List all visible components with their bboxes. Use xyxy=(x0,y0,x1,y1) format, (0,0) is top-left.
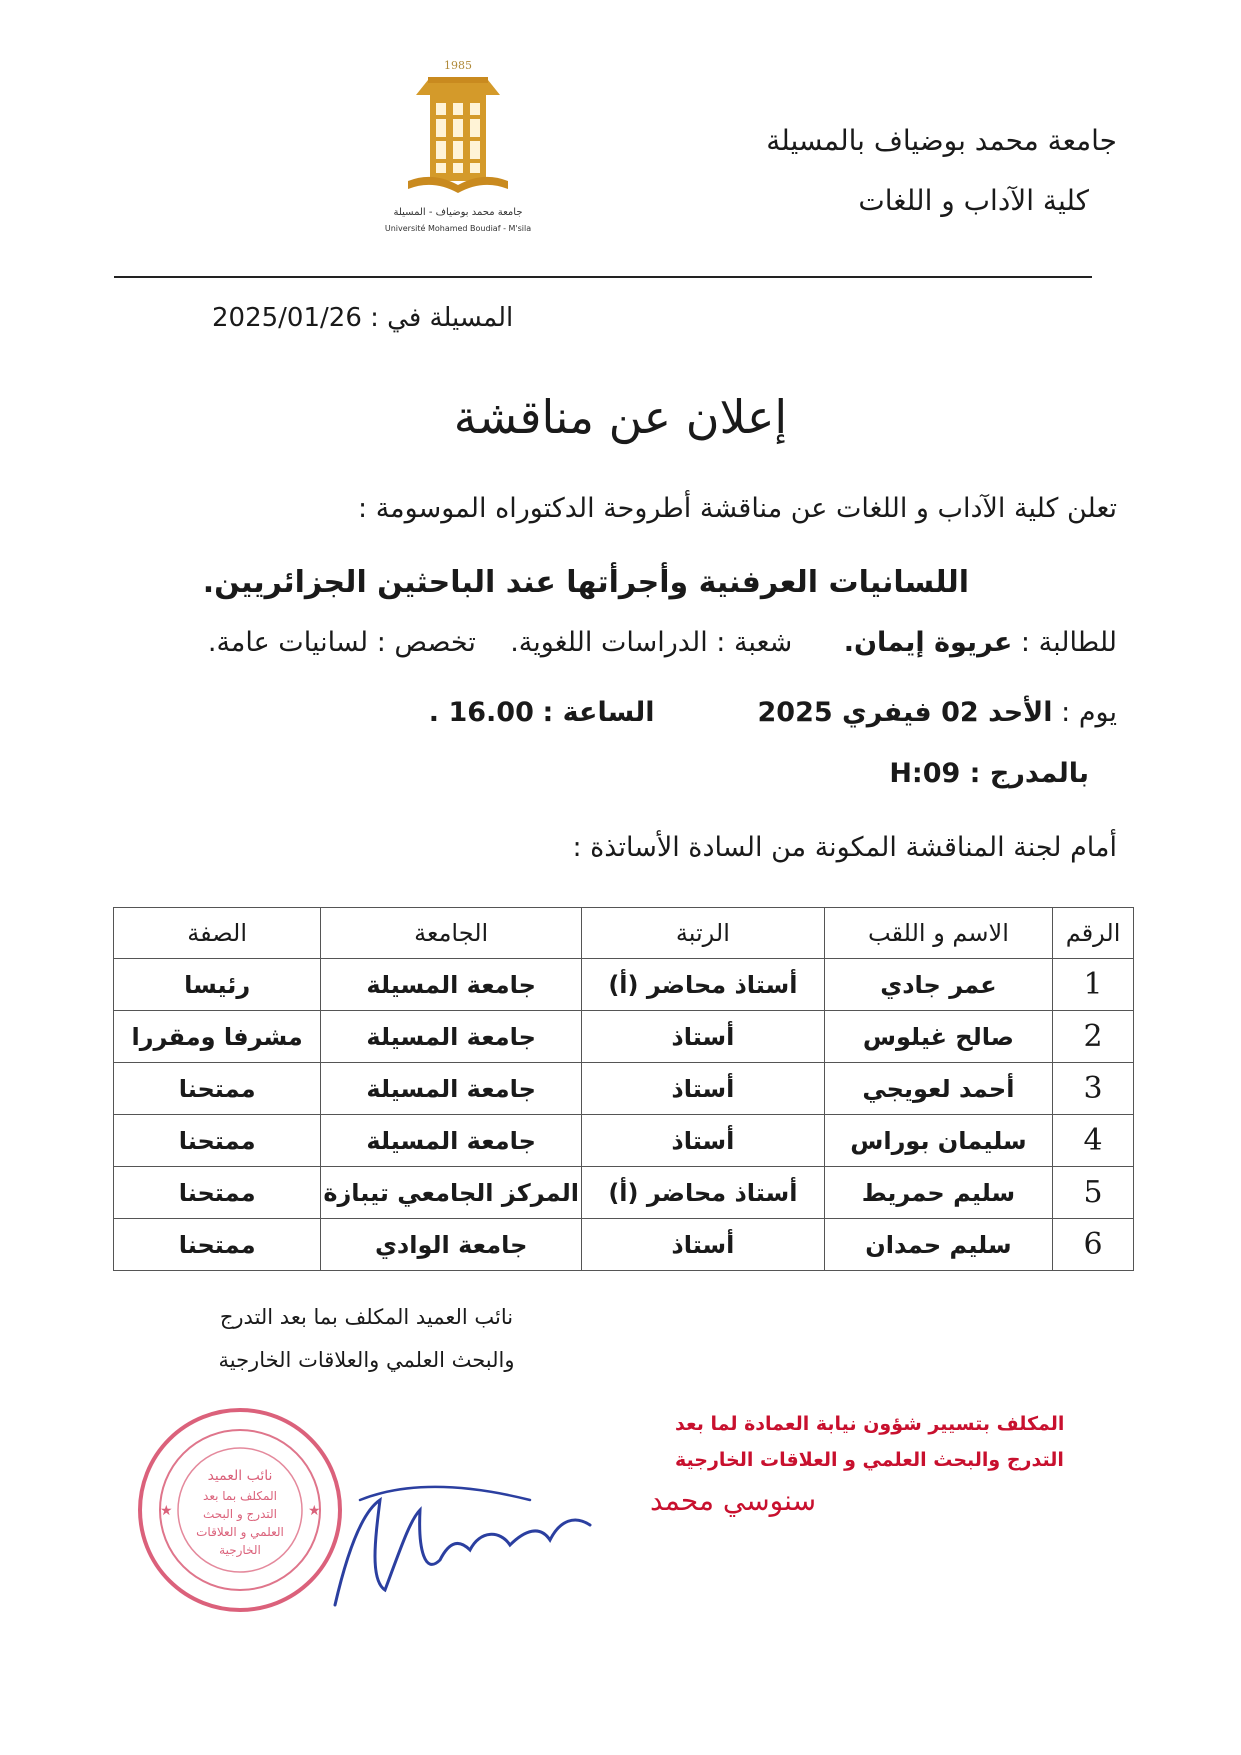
svg-text:نائب العميد: نائب العميد xyxy=(207,1468,273,1484)
cell-university: جامعة المسيلة xyxy=(321,1115,582,1167)
student-info xyxy=(208,627,1117,658)
defense-time: 16.00 . xyxy=(428,697,534,728)
student-name: عريوة إيمان. xyxy=(843,627,1013,658)
rectangular-stamp xyxy=(650,1413,1064,1517)
cell-role: ممتحنا xyxy=(114,1115,321,1167)
table-row xyxy=(114,1011,1134,1063)
announcement-intro: تعلن كلية الآداب و اللغات عن مناقشة أطروحة الدكتوراه الموسومة : xyxy=(358,493,1117,524)
svg-text:★: ★ xyxy=(160,1503,173,1519)
svg-text:المكلف بتسيير شؤون نيابة العما: المكلف بتسيير شؤون نيابة العمادة لما بعد xyxy=(675,1413,1065,1435)
cell-name: سليمان بوراس xyxy=(824,1115,1052,1167)
cell-role: مشرفا ومقررا xyxy=(114,1011,321,1063)
date-line: المسيلة في : 2025/01/26 xyxy=(212,303,514,333)
cell-number: 1 xyxy=(1053,959,1134,1011)
student-label: للطالبة : xyxy=(1020,627,1117,658)
logo-name-fr: Université Mohamed Boudiaf - M'sila xyxy=(384,224,532,233)
defense-venue: بالمدرج : H:09 xyxy=(889,758,1089,789)
cell-number: 6 xyxy=(1053,1219,1134,1271)
cell-role: رئيسا xyxy=(114,959,321,1011)
time-label: الساعة : xyxy=(542,697,655,728)
svg-text:التدرج و البحث: التدرج و البحث xyxy=(202,1507,278,1521)
table-header-row xyxy=(114,908,1134,959)
table-row xyxy=(114,959,1134,1011)
cell-university: جامعة المسيلة xyxy=(321,1063,582,1115)
cell-name: عمر جادي xyxy=(824,959,1052,1011)
thesis-title: اللسانيات العرفنية وأجرأتها عند الباحثين الجزائريين. xyxy=(202,565,969,600)
cell-rank: أستاذ xyxy=(582,1011,825,1063)
cell-name: سليم حمدان xyxy=(824,1219,1052,1271)
svg-text:★: ★ xyxy=(308,1503,321,1519)
university-logo xyxy=(378,55,538,245)
table-row xyxy=(114,1167,1134,1219)
cell-university: جامعة الوادي xyxy=(321,1219,582,1271)
cell-rank: أستاذ xyxy=(582,1219,825,1271)
signatory-title-line1: نائب العميد المكلف بما بعد التدرج xyxy=(219,1305,514,1329)
cell-name: سليم حمريط xyxy=(824,1167,1052,1219)
header-number: الرقم xyxy=(1053,908,1134,959)
svg-text:التدرج والبحث العلمي و العلاقا: التدرج والبحث العلمي و العلاقات الخارجية xyxy=(675,1449,1064,1471)
cell-role: ممتحنا xyxy=(114,1219,321,1271)
cell-rank: أستاذ xyxy=(582,1063,825,1115)
jury-table xyxy=(113,907,1134,1271)
cell-university: المركز الجامعي تيبازة xyxy=(321,1167,582,1219)
cell-number: 2 xyxy=(1053,1011,1134,1063)
header-name: الاسم و اللقب xyxy=(824,908,1052,959)
cell-rank: أستاذ xyxy=(582,1115,825,1167)
faculty-name: كلية الآداب و اللغات xyxy=(858,184,1089,217)
day-label: يوم : xyxy=(1061,697,1117,728)
handwritten-signature xyxy=(335,1487,590,1605)
cell-number: 5 xyxy=(1053,1167,1134,1219)
table-row xyxy=(114,1063,1134,1115)
cell-university: جامعة المسيلة xyxy=(321,1011,582,1063)
table-row xyxy=(114,1115,1134,1167)
cell-number: 4 xyxy=(1053,1115,1134,1167)
header-role: الصفة xyxy=(114,908,321,959)
cell-role: ممتحنا xyxy=(114,1063,321,1115)
cell-name: صالح غيلوس xyxy=(824,1011,1052,1063)
jury-intro: أمام لجنة المناقشة المكونة من السادة الأساتذة : xyxy=(572,832,1117,863)
svg-text:العلمي و العلاقات: العلمي و العلاقات xyxy=(196,1525,284,1539)
cell-rank: أستاذ محاضر (أ) xyxy=(582,1167,825,1219)
student-branch: شعبة : الدراسات اللغوية. xyxy=(510,627,793,658)
signatory-title-line2: والبحث العلمي والعلاقات الخارجية xyxy=(218,1348,515,1372)
defense-day: الأحد 02 فيفري 2025 xyxy=(757,697,1053,728)
cell-number: 3 xyxy=(1053,1063,1134,1115)
svg-text:المكلف بما بعد: المكلف بما بعد xyxy=(203,1489,277,1503)
table-row xyxy=(114,1219,1134,1271)
signature-stamp-area xyxy=(130,1390,1065,1630)
document-title: إعلان عن مناقشة xyxy=(453,390,788,444)
svg-text:الخارجية: الخارجية xyxy=(219,1543,261,1557)
header-divider xyxy=(114,276,1092,278)
defense-schedule xyxy=(429,697,1117,728)
logo-name-ar: جامعة محمد بوضياف - المسيلة xyxy=(393,207,523,218)
logo-year: 1985 xyxy=(444,59,472,72)
cell-rank: أستاذ محاضر (أ) xyxy=(582,959,825,1011)
cell-name: أحمد لعويجي xyxy=(824,1063,1052,1115)
student-specialty: تخصص : لسانيات عامة. xyxy=(207,627,476,658)
round-seal xyxy=(140,1410,340,1610)
header-rank: الرتبة xyxy=(582,908,825,959)
svg-text:سنوسي محمد: سنوسي محمد xyxy=(650,1484,817,1517)
header-university: الجامعة xyxy=(321,908,582,959)
university-name: جامعة محمد بوضياف بالمسيلة xyxy=(766,124,1117,157)
cell-role: ممتحنا xyxy=(114,1167,321,1219)
cell-university: جامعة المسيلة xyxy=(321,959,582,1011)
